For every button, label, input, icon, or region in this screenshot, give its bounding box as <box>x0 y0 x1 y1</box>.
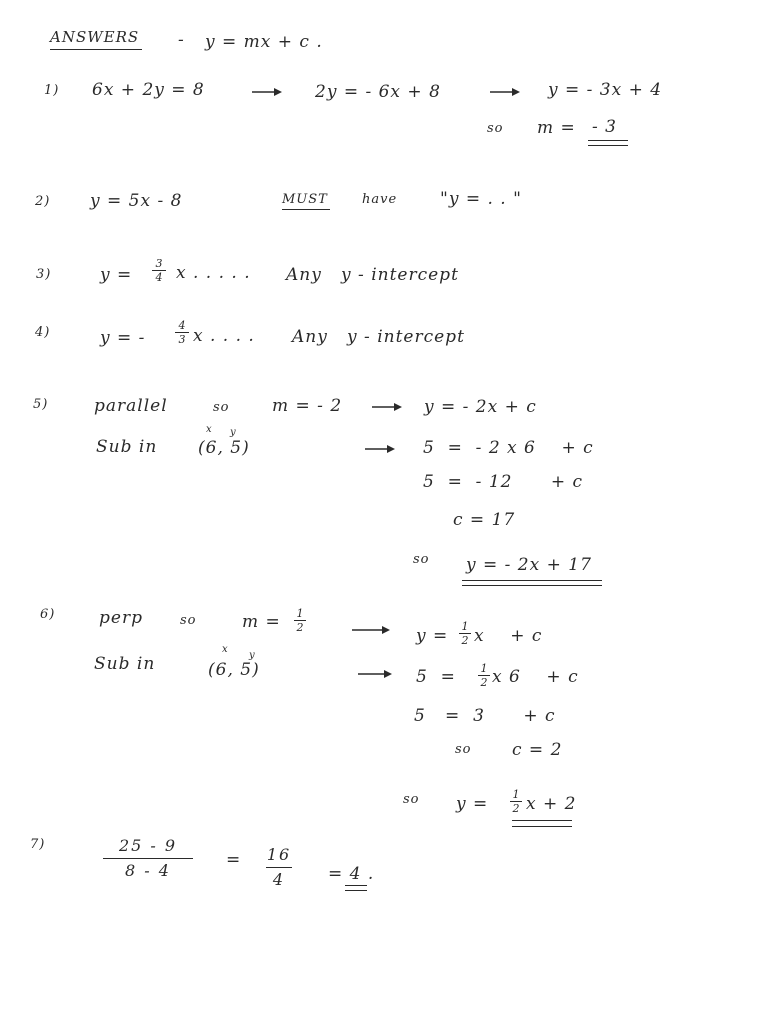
q4-frac-denominator: 3 <box>178 333 186 346</box>
q6-eq1-numerator: 1 <box>461 620 469 633</box>
q4-tail: x . . . . <box>193 326 255 346</box>
q6-result-numerator: 1 <box>512 788 520 801</box>
q6-eq2-denominator: 2 <box>480 676 488 689</box>
q1-m-value: - 3 <box>592 117 617 137</box>
q7-fraction-1 <box>103 838 193 879</box>
q6-result-tail: x + 2 <box>526 794 577 814</box>
q6-arrow-2 <box>358 668 394 680</box>
q4-fraction <box>175 320 189 345</box>
q6-underline-1 <box>512 820 572 821</box>
q6-so: so <box>180 613 197 628</box>
q3-tail: x . . . . . <box>176 263 251 283</box>
q6-eq2-tail: x 6 + c <box>492 667 579 687</box>
q2-note: "y = . . " <box>440 189 522 209</box>
q6-eq4: c = 2 <box>512 740 563 760</box>
q3-fraction <box>152 258 166 283</box>
q3-frac-denominator: 4 <box>155 271 163 284</box>
q6-number: 6) <box>40 607 56 622</box>
q6-eq2-fraction <box>478 663 490 688</box>
q5-x-mark: x <box>206 424 213 435</box>
q6-eq1-lhs: y = <box>416 626 449 646</box>
q6-eq2-numerator: 1 <box>480 662 488 675</box>
q6-perp: perp <box>99 608 143 628</box>
header-dash: - <box>178 30 185 50</box>
q7-underline-1 <box>345 885 367 886</box>
q3-number: 3) <box>36 267 52 282</box>
q7-denominator-2: 4 <box>272 870 286 889</box>
q2-equation: y = 5x - 8 <box>90 191 183 211</box>
q6-eq1-denominator: 2 <box>461 634 469 647</box>
q1-underline-1 <box>588 140 628 141</box>
q1-result: y = - 3x + 4 <box>548 80 663 100</box>
q5-number: 5) <box>33 397 49 412</box>
q7-bar-2 <box>266 867 292 868</box>
q1-so: so <box>487 121 504 136</box>
q5-arrow-1 <box>372 401 404 413</box>
header-formula: y = mx + c . <box>205 32 323 52</box>
q6-sub: Sub in <box>94 654 156 674</box>
q6-result-denominator: 2 <box>512 802 520 815</box>
q7-denominator-1: 8 - 4 <box>125 861 171 880</box>
q2-must: MUST <box>282 192 328 207</box>
q5-underline-1 <box>462 580 602 581</box>
q4-lhs: y = - <box>100 328 146 348</box>
q6-x-mark: x <box>222 644 229 655</box>
q3-note: Any y - intercept <box>286 265 459 285</box>
q6-arrow-1 <box>352 624 392 636</box>
q5-point: (6, 5) <box>198 438 250 458</box>
q1-number: 1) <box>44 83 60 98</box>
q5-eq3: 5 = - 12 + c <box>423 472 584 492</box>
q1-arrow-2 <box>490 86 522 98</box>
q5-underline-2 <box>462 585 602 586</box>
q7-result: = 4 . <box>328 864 375 884</box>
q6-m-numerator: 1 <box>296 607 304 620</box>
q5-parallel: parallel <box>94 396 168 416</box>
q6-m-lhs: m = <box>242 612 281 632</box>
q5-eq4: c = 17 <box>453 510 516 530</box>
q5-so: so <box>213 400 230 415</box>
q6-eq1-tail: x + c <box>474 626 543 646</box>
answers-title: ANSWERS <box>50 28 140 46</box>
q7-underline-2 <box>345 890 367 891</box>
q4-frac-numerator: 4 <box>178 319 186 332</box>
q3-frac-numerator: 3 <box>155 257 163 270</box>
q7-fraction-2 <box>266 847 292 888</box>
q6-point: (6, 5) <box>208 660 260 680</box>
q5-result: y = - 2x + 17 <box>466 555 592 575</box>
q2-number: 2) <box>35 194 51 209</box>
q5-y-mark: y <box>230 427 237 438</box>
q6-m-denominator: 2 <box>296 621 304 634</box>
q6-eq3: 5 = 3 + c <box>414 706 556 726</box>
q1-m-label: m = <box>537 118 576 138</box>
q6-so2: so <box>455 742 472 757</box>
q6-m-fraction <box>294 608 306 633</box>
title-underline <box>50 49 142 50</box>
q6-result-fraction <box>510 789 522 814</box>
q5-m: m = - 2 <box>272 396 343 416</box>
q4-number: 4) <box>35 325 51 340</box>
q7-number: 7) <box>30 837 46 852</box>
q6-result-lhs: y = <box>456 794 489 814</box>
q7-numerator-2: 16 <box>266 845 292 864</box>
q6-eq1-fraction <box>459 621 471 646</box>
q5-eq2: 5 = - 2 x 6 + c <box>423 438 594 458</box>
q4-note: Any y - intercept <box>292 327 465 347</box>
q3-lhs: y = <box>100 265 133 285</box>
q6-underline-2 <box>512 826 572 827</box>
q7-numerator-1: 25 - 9 <box>118 836 178 855</box>
q5-sub: Sub in <box>96 437 158 457</box>
q7-bar-1 <box>103 858 193 859</box>
q6-eq2-lhs: 5 = <box>416 667 456 687</box>
q1-step: 2y = - 6x + 8 <box>315 82 441 102</box>
q1-arrow-1 <box>252 86 284 98</box>
q5-eq1: y = - 2x + c <box>424 397 537 417</box>
q1-underline-2 <box>588 145 628 146</box>
q2-have: have <box>362 192 398 207</box>
q7-equals: = <box>226 850 242 870</box>
q1-equation: 6x + 2y = 8 <box>92 80 205 100</box>
q6-so3: so <box>403 792 420 807</box>
q2-must-underline <box>282 209 330 210</box>
q5-arrow-2 <box>365 443 397 455</box>
q6-y-mark: y <box>249 650 256 661</box>
q5-so2: so <box>413 552 430 567</box>
